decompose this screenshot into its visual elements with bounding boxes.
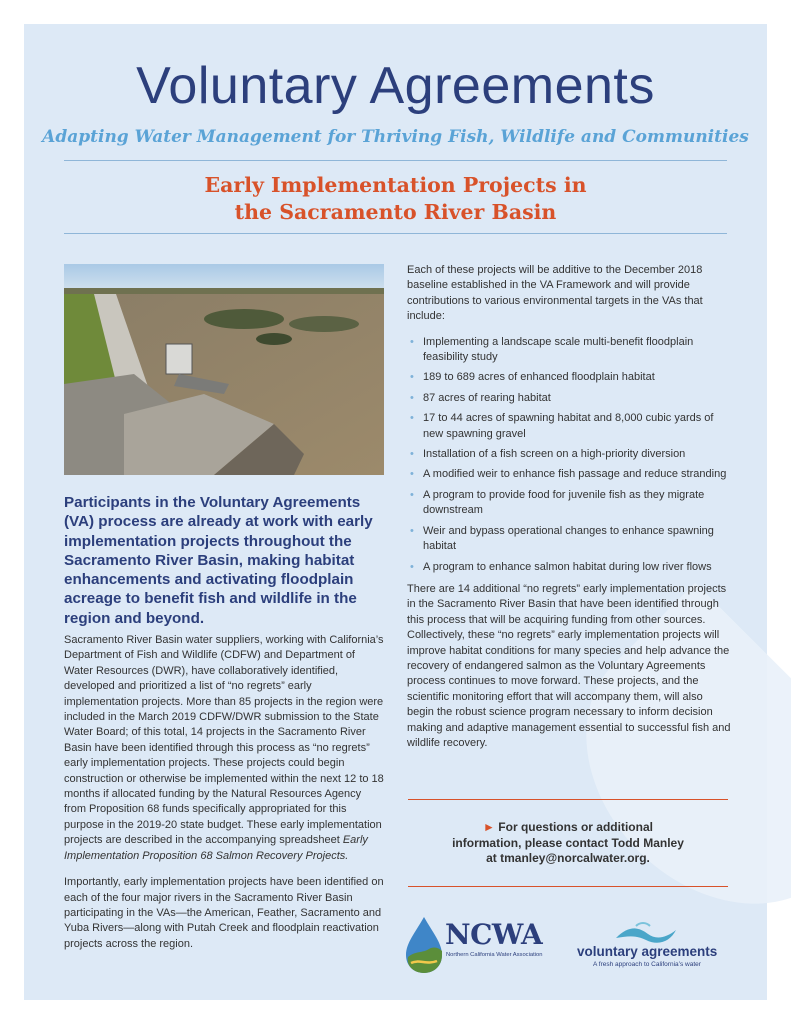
page-title: Voluntary Agreements [136, 57, 655, 115]
bullet-icon: • [410, 412, 414, 425]
river-weir-photo [64, 264, 384, 475]
list-item-text: 87 acres of rearing habitat [423, 391, 551, 404]
bullet-icon: • [410, 488, 414, 501]
list-item [407, 411, 732, 442]
spreadsheet-title: Early Implementation Proposition 68 Salmon Recovery Projects. [64, 834, 368, 862]
right-closing-paragraph: There are 14 additional “no regrets” early implementation projects in the Sacramento River Basin that have been identified through this process that will be acquiring funding from other sources. Collectively, these “no regrets” early implementation projects will improve habitat conditions for many species and help advance the recovery of endangered salmon as the Voluntary Agreements process continues to move forward. These projects, and the scientific monitoring effort that will accompany them, will also begin the robust science program necessary to inform decision making and adaptive management essential to successful fish and wildlife recovery. [407, 582, 731, 749]
list-item-text: Implementing a landscape scale multi-benefit floodplain feasibility study [423, 335, 694, 364]
project-title-line2: the Sacramento River Basin [234, 200, 557, 224]
va-logo-text: voluntary agreements [577, 944, 718, 959]
right-column [407, 263, 732, 751]
list-item-text: A modified weir to enhance fish passage and reduce stranding [423, 468, 727, 481]
project-title-line1: Early Implementation Projects in [204, 173, 587, 197]
page-subtitle: Adapting Water Management for Thriving Fish, Wildlife and Communities [42, 127, 749, 147]
contact-line-3: at tmanley@norcalwater.org. [486, 851, 650, 865]
list-item-text: Installation of a fish screen on a high-priority diversion [423, 448, 686, 461]
list-item-text: A program to provide food for juvenile fish as they migrate downstream [423, 488, 705, 517]
right-intro-paragraph: Each of these projects will be additive to the December 2018 baseline established in the VA Framework and will provide contributions to various environmental targets in the VAs that include: [407, 264, 703, 323]
project-title [0, 172, 791, 226]
list-item-text: Weir and bypass operational changes to enhance spawning habitat [423, 524, 714, 553]
bullet-icon: • [410, 448, 414, 461]
list-item-text: 189 to 689 acres of enhanced floodplain habitat [423, 371, 655, 384]
list-item [407, 488, 732, 519]
left-body-text [64, 633, 384, 963]
bullet-icon: • [410, 371, 414, 384]
bullet-icon: • [410, 468, 414, 481]
list-item [407, 560, 732, 575]
contact-box [408, 799, 728, 887]
targets-list [407, 335, 732, 575]
ncwa-logo-text: NCWA [445, 918, 543, 951]
lead-paragraph: Participants in the Voluntary Agreements (VA) process are already at work with early implementation projects throughout the Sacramento River Basin, making habitat enhancements and activating floodplain acreage to benefit fish and wildlife in the region and beyond. [64, 494, 373, 627]
divider-under-title [64, 233, 727, 234]
list-item-text: A program to enhance salmon habitat during low river flows [423, 560, 712, 573]
contact-line-1-text: For questions or additional [498, 820, 653, 834]
list-item [407, 447, 732, 462]
river-weir-illustration [64, 264, 384, 475]
body-paragraph-2: Importantly, early implementation projects have been identified on each of the four major rivers in the Sacramento River Basin participating in the VAs—the American, Feather, Sacramento and Yuba Rivers—along with Putah Creek and floodplain reactivation projects across the region. [64, 876, 384, 950]
bullet-icon: • [410, 391, 414, 404]
list-item [407, 467, 732, 482]
list-item-text: 17 to 44 acres of spawning habitat and 8,000 cubic yards of new spawning gravel [423, 412, 714, 440]
bullet-icon: • [410, 524, 414, 537]
list-item [407, 391, 732, 406]
contact-text [408, 820, 728, 867]
contact-line-1 [408, 820, 728, 836]
body-paragraph-1-text: Sacramento River Basin water suppliers, working with California’s Department of Fish and Wildlife (CDFW) and Department of Water Resources (DWR), have collaboratively identified, developed and prioritized a list of “no regrets” early implementation projects. More than 85 projects in the region were included in the March 2019 CDFW/DWR submission to the State Water Board; of this total, 14 projects in the Sacramento River Basin have been identified through this process as “no regrets” early implementation projects. These projects could begin construction or otherwise be implemented within the next 12 to 18 months if allocated funding by the Natural Resources Agency from Proposition 68 funds specifically appropriated for this purpose in the 2019-20 state budget. These early implementation projects are described in the accompanying spreadsheet [64, 634, 384, 847]
divider-top [64, 160, 727, 161]
bullet-icon: • [410, 560, 414, 573]
ncwa-logo-subtitle: Northern California Water Association [446, 952, 543, 958]
body-paragraph-1 [64, 633, 384, 864]
bullet-icon: • [410, 335, 414, 348]
va-logo-subtitle: A fresh approach to California’s water [593, 961, 701, 968]
list-item [407, 370, 732, 385]
list-item [407, 335, 732, 366]
list-item [407, 524, 732, 555]
arrow-right-icon: ► [483, 820, 495, 834]
contact-line-2: information, please contact Todd Manley [452, 835, 684, 850]
